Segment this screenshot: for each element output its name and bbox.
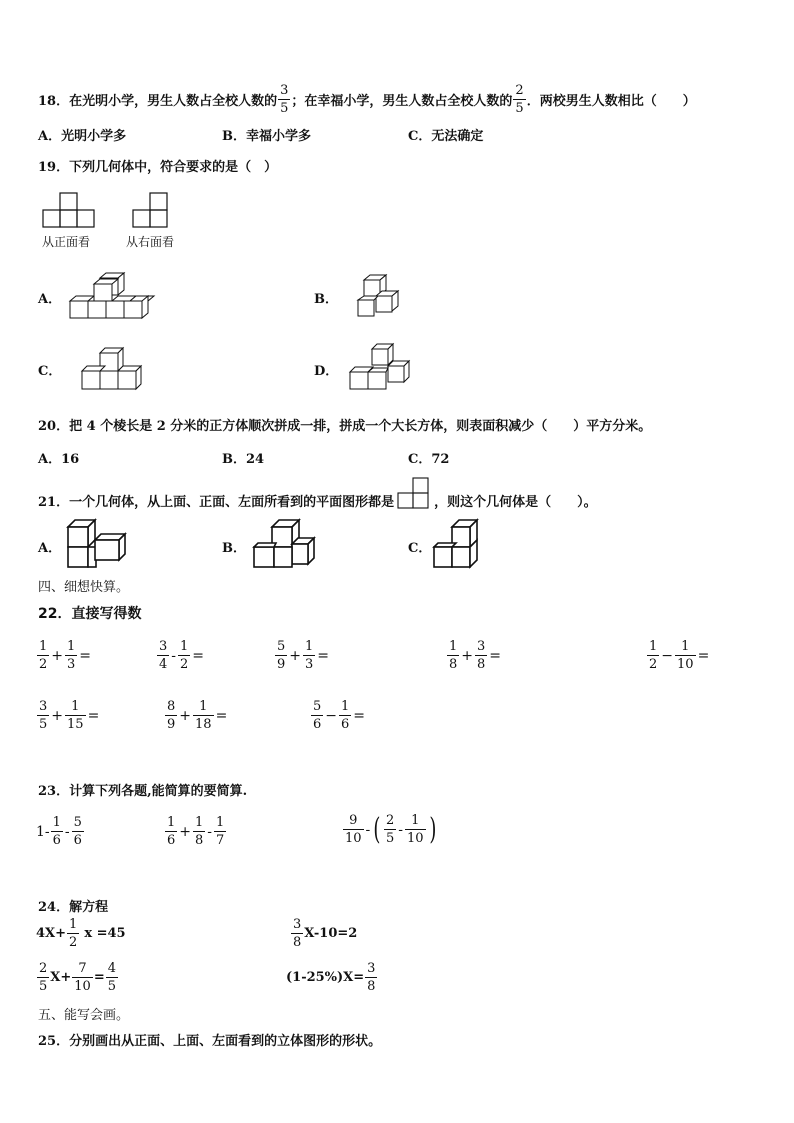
q19-option-d-figure[interactable] [346,342,416,394]
q20-option-b[interactable]: B．24 [222,452,265,467]
q21-view-figure [396,476,432,510]
q18-number: 18． [38,94,70,109]
question-19: 19．下列几何体中，符合要求的是（ ） [38,160,278,175]
q22-expression: $\frac{5}{6}$ − $\frac{1}{6}$ = [313,699,366,732]
q21-text-1: 21．一个几何体，从上面、正面、左面所看到的平面图形都是 [38,495,395,510]
q23-expression-2: $\frac{1}{6}$ + $\frac{1}{8}$ - $\frac{1}{7}$ [167,815,225,848]
q20-option-a[interactable]: A．16 [38,452,80,467]
q21-option-a-label[interactable]: A． [38,541,62,556]
q19-option-b-figure[interactable] [354,272,414,322]
q19-option-a-label[interactable]: A． [38,292,62,307]
question-25: 25．分别画出从正面、上面、左面看到的立体图形的形状。 [38,1034,382,1049]
q19-option-c-figure[interactable] [80,346,150,396]
question-20: 20．把 4 个棱长是 2 分米的正方体顺次拼成一排，拼成一个大长方体，则表面积减少（ ）平方分米。 [38,419,652,434]
q19-option-d-label[interactable]: D． [314,364,339,379]
q22-expression: $\frac{3}{4}$ - $\frac{1}{2}$ = [159,639,205,672]
q22-expression: $\frac{3}{5}$ + $\frac{1}{15}$ = [39,699,100,732]
q20-option-c[interactable]: C．72 [408,452,450,467]
q21-text-2: ，则这个几何体是（ ）。 [434,495,597,510]
question-18 [38,84,696,115]
q21-option-b-label[interactable]: B． [222,541,246,556]
question-24: 24．解方程 [38,900,109,915]
question-21 [38,476,597,510]
q24-equation-4: (1-25%)X= $\frac{3}{8}$ [286,961,376,994]
q19-front-view-figure [42,192,102,232]
q18-text-1: 在光明小学，男生人数占全校人数的 [69,94,278,109]
section-5-heading: 五、能写会画。 [38,1008,130,1023]
q18-option-b[interactable]: B．幸福小学多 [222,129,311,144]
q19-option-a-figure[interactable] [68,272,158,322]
q21-option-c-figure[interactable] [432,518,492,570]
q24-equation-3: $\frac{2}{5}$ X+ $\frac{7}{10}$ = $\frac{4}{5}$ [39,961,116,994]
q22-expression: $\frac{1}{2}$ − $\frac{1}{10}$ = [649,639,710,672]
q19-option-c-label[interactable]: C． [38,364,62,379]
q23-expression-3: $\frac{9}{10}$ - ( $\frac{2}{5}$ - $\frac{1}{10}$ ) [345,811,436,847]
q23-expression-1: 1- $\frac{1}{6}$ - $\frac{5}{6}$ [36,815,82,848]
q18-text-3: ．两校男生人数相比（ ） [526,94,696,109]
q18-fraction-2: $\frac{2}{5}$ [515,83,524,116]
q22-expression: $\frac{8}{9}$ + $\frac{1}{18}$ = [167,699,228,732]
q22-expression: $\frac{5}{9}$ + $\frac{1}{3}$ = [277,639,330,672]
q21-option-a-figure[interactable] [64,518,134,570]
q24-equation-2: $\frac{3}{8}$ X-10=2 [293,917,358,950]
question-22: 22．直接写得数 [38,606,142,622]
question-23: 23．计算下列各题,能简算的要简算. [38,784,248,799]
q18-option-c[interactable]: C．无法确定 [408,129,484,144]
q18-fraction-1: $\frac{3}{5}$ [280,83,289,116]
q21-option-c-label[interactable]: C． [408,541,432,556]
q22-expression: $\frac{1}{2}$ + $\frac{1}{3}$ = [39,639,92,672]
q19-right-view-figure [132,192,172,232]
q19-option-b-label[interactable]: B． [314,292,338,307]
q24-equation-1: 4X+ $\frac{1}{2}$ x =45 [36,917,126,950]
q19-front-view-label: 从正面看 [42,235,91,249]
section-4-heading: 四、细想快算。 [38,580,130,595]
q18-option-a[interactable]: A．光明小学多 [38,129,127,144]
q22-expression: $\frac{1}{8}$ + $\frac{3}{8}$ = [449,639,502,672]
q21-option-b-figure[interactable] [252,518,322,570]
q18-text-2: ；在幸福小学，男生人数占全校人数的 [291,94,513,109]
q19-right-view-label: 从右面看 [126,235,175,249]
